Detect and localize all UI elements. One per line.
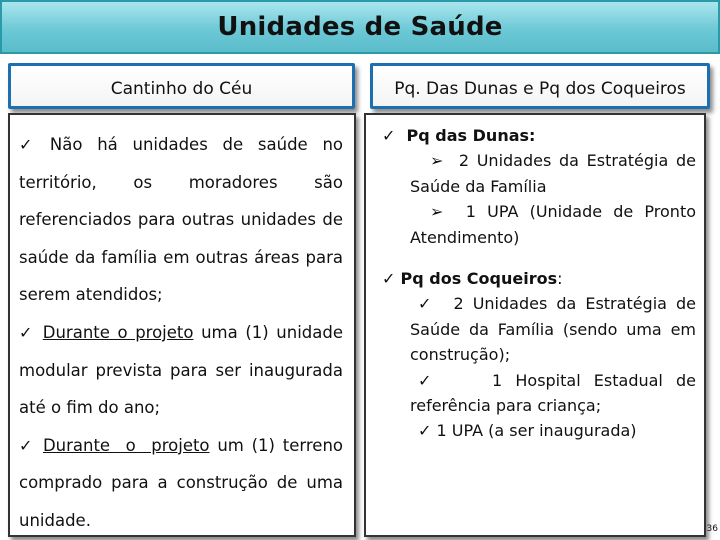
page-title: Unidades de Saúde <box>217 12 503 42</box>
cantinho-content-box <box>8 113 356 537</box>
section2-title: Pq dos Coqueiros <box>400 269 558 289</box>
cantinho-header-label: Cantinho do Céu <box>110 79 253 99</box>
check-icon: ✓ <box>19 322 35 342</box>
check-icon: ✓ <box>382 126 396 145</box>
dunas-header-label: Pq. Das Dunas e Pq dos Coqueiros <box>394 79 686 99</box>
check-icon: ✓ <box>418 294 436 314</box>
item-underlined-text: Durante o projeto <box>42 322 194 342</box>
item-text: 1 Hospital Estadual de referência para criança; <box>410 370 697 416</box>
dunas-coqueiros-content-box <box>364 113 706 537</box>
item-text: 1 UPA (Unidade de Pronto Atendimento) <box>410 202 697 247</box>
arrow-icon: ➢ <box>430 202 444 222</box>
list-item <box>19 427 343 540</box>
dunas-coqueiros-text <box>374 123 696 444</box>
section1-title: Pq das Dunas: <box>406 126 536 145</box>
section-title <box>374 123 696 148</box>
title-bar <box>0 0 720 54</box>
check-icon: ✓ <box>418 421 432 441</box>
cantinho-header <box>8 63 355 109</box>
dunas-coqueiros-header <box>370 63 710 109</box>
item-text: 2 Unidades da Estratégia de Saúde da Família <box>410 151 697 196</box>
arrow-icon: ➢ <box>430 151 444 171</box>
list-item <box>374 291 696 367</box>
item-text: 2 Unidades da Estratégia de Saúde da Família (sendo uma em construção); <box>410 294 697 365</box>
check-icon: ✓ <box>418 370 440 390</box>
list-item <box>374 199 696 250</box>
item-underlined-text: Durante o projeto <box>42 435 210 455</box>
item-text: 1 UPA (a ser inaugurada) <box>436 421 637 441</box>
cantinho-text <box>19 126 343 540</box>
list-item <box>19 314 343 427</box>
list-item <box>19 126 343 314</box>
check-icon: ✓ <box>382 269 396 289</box>
check-icon: ✓ <box>19 135 42 154</box>
item-text: uma (1) unidade modular prevista para ser inaugurada até o fim do ano; <box>19 322 343 418</box>
page-number: 36 <box>706 524 718 534</box>
section-title <box>374 266 696 291</box>
item-text: um (1) terreno comprado para a construção de uma unidade. <box>19 435 343 530</box>
check-icon: ✓ <box>19 435 35 455</box>
list-item <box>374 418 696 443</box>
list-item <box>374 368 696 419</box>
list-item <box>374 148 696 199</box>
section2-colon: : <box>557 269 563 289</box>
item-text: Não há unidades de saúde no território, os moradores são referenciados para outras unidades de saúde da família em outras áreas para serem atendidos; <box>19 135 343 305</box>
